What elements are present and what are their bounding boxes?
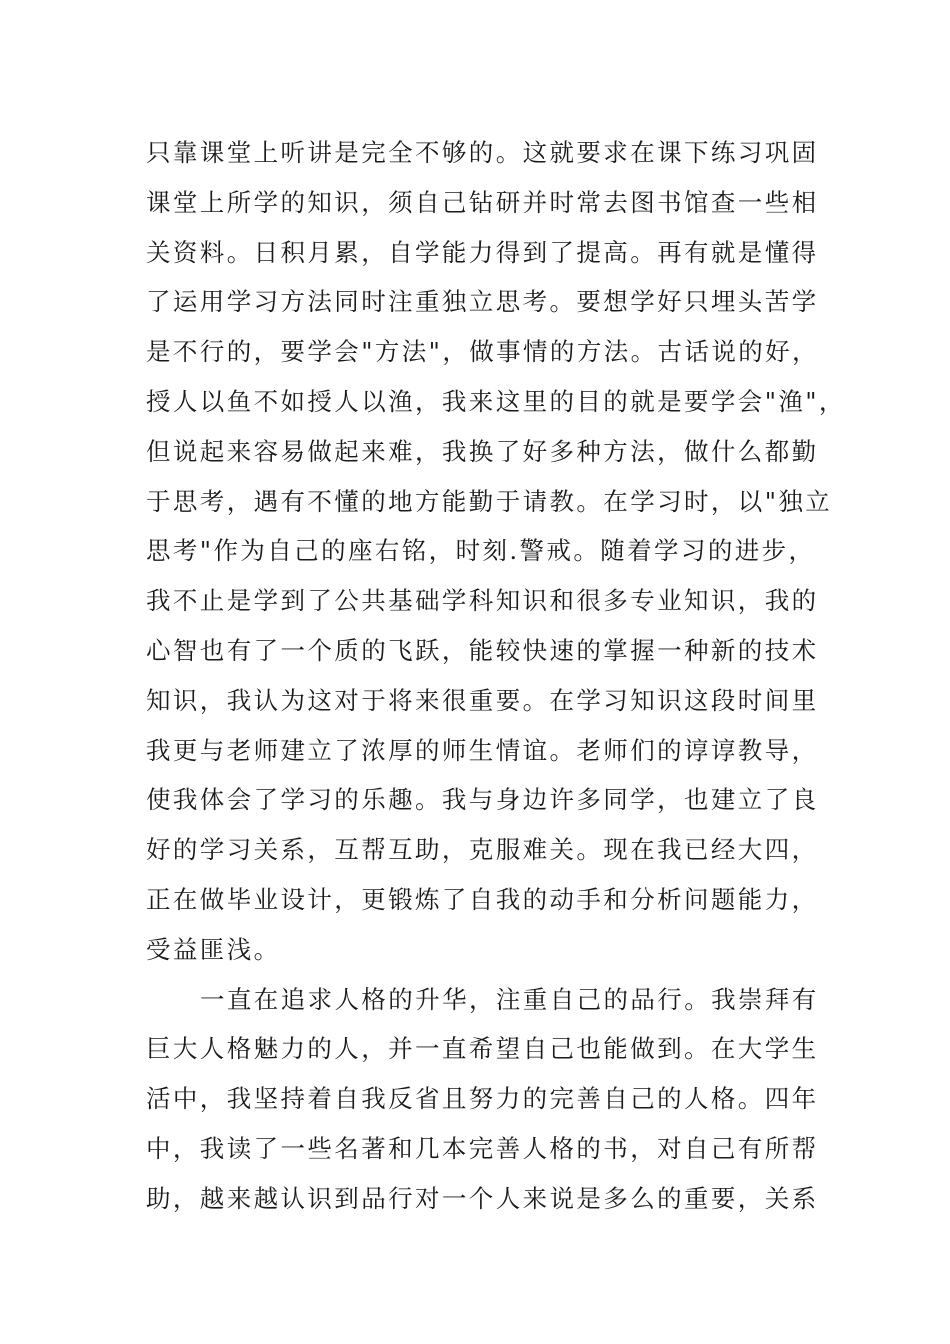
- paragraph-1: [146, 128, 846, 975]
- text-line: 只靠课堂上听讲是完全不够的。这就要求在课下练习巩固: [146, 138, 819, 167]
- text-line: 好的学习关系，互帮互助，克服难关。现在我已经大四，: [146, 835, 819, 865]
- text-line: 授人以鱼不如授人以渔，我来这里的目的就是要学会"渔"，: [146, 386, 846, 416]
- text-line: 心智也有了一个质的飞跃，能较快速的掌握一种新的技术: [146, 635, 819, 665]
- paragraph-2: [146, 975, 819, 1224]
- text-line: 我不止是学到了公共基础学科知识和很多专业知识，我的: [146, 586, 819, 616]
- text-line: 活中，我坚持着自我反省且努力的完善自己的人格。四年: [146, 1084, 819, 1114]
- text-line: 关资料。日积月累，自学能力得到了提高。再有就是懂得: [146, 237, 819, 267]
- text-line: 知识，我认为这对于将来很重要。在学习知识这段时间里: [146, 685, 819, 715]
- text-line-indented: 一直在追求人格的升华，注重自己的品行。我崇拜有: [200, 984, 819, 1014]
- text-line: 但说起来容易做起来难，我换了好多种方法，做什么都勤: [146, 436, 819, 466]
- text-line: 巨大人格魅力的人，并一直希望自己也能做到。在大学生: [146, 1034, 819, 1064]
- text-line: 受益匪浅。: [146, 934, 281, 964]
- text-line: 使我体会了学习的乐趣。我与身边许多同学，也建立了良: [146, 785, 819, 815]
- text-line: 助，越来越认识到品行对一个人来说是多么的重要，关系: [146, 1183, 819, 1213]
- text-line: 正在做毕业设计，更锻炼了自我的动手和分析问题能力，: [146, 884, 819, 914]
- text-line: 我更与老师建立了浓厚的师生情谊。老师们的谆谆教导，: [146, 735, 819, 765]
- text-line: 中，我读了一些名著和几本完善人格的书，对自己有所帮: [146, 1133, 819, 1163]
- document-body: [146, 128, 846, 1224]
- text-line: 了运用学习方法同时注重独立思考。要想学好只埋头苦学: [146, 287, 819, 317]
- text-line: 于思考，遇有不懂的地方能勤于请教。在学习时，以"独立: [146, 486, 833, 516]
- text-line: 思考"作为自己的座右铭，时刻.警戒。随着学习的进步，: [146, 536, 816, 566]
- text-line: 是不行的，要学会"方法"，做事情的方法。古话说的好，: [146, 337, 819, 367]
- text-line: 课堂上所学的知识，须自己钻研并时常去图书馆查一些相: [146, 187, 819, 217]
